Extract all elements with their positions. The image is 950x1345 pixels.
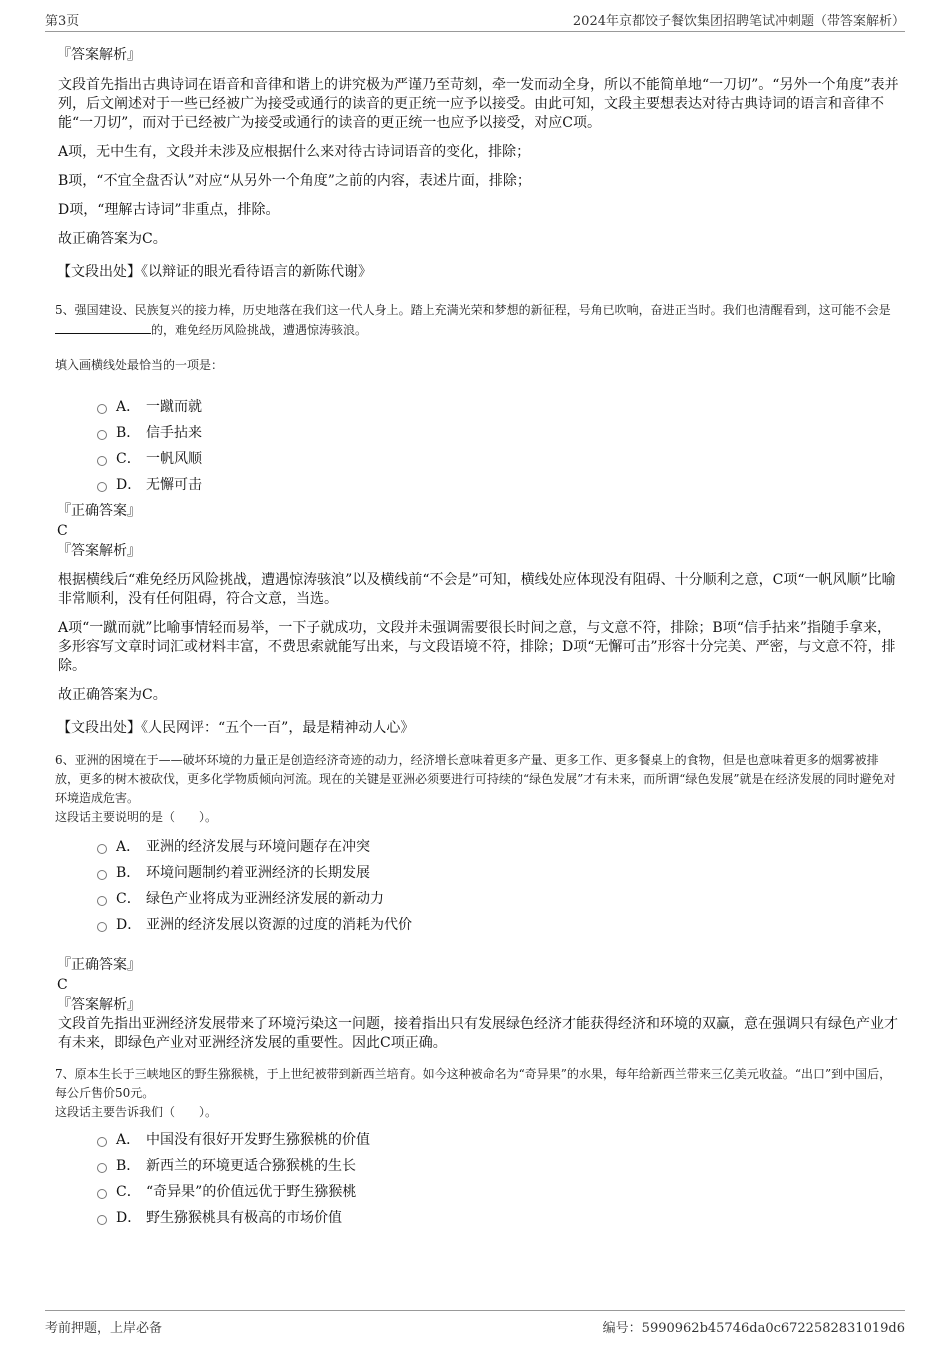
option-letter: A． — [116, 399, 141, 415]
option-letter: C． — [116, 891, 141, 907]
radio-icon[interactable] — [97, 1215, 107, 1225]
radio-icon[interactable] — [97, 870, 107, 880]
analysis-paragraph: 文段首先指出亚洲经济发展带来了环境污染这一问题，接着指出只有发展绿色经济才能获得经济和环境的双赢，意在强调只有绿色产业才有未来，即绿色产业对亚洲经济发展的重要性。因此C项正确。 — [58, 1016, 898, 1051]
option-b[interactable] — [97, 859, 900, 885]
answer-value: C — [57, 977, 68, 993]
option-letter: D． — [116, 477, 142, 493]
analysis-paragraph: 根据横线后“难免经历风险挑战，遭遇惊涛骇浪”以及横线前“不会是”可知，横线处应体现没有阻碍、十分顺利之意，C项“一帆风顺”比喻非常顺利，没有任何阻碍，符合文意，当选。 — [58, 572, 896, 607]
option-text: 中国没有很好开发野生猕猴桃的价值 — [146, 1132, 370, 1148]
option-d[interactable] — [97, 471, 900, 497]
document-title: 2024年京都饺子餐饮集团招聘笔试冲刺题（带答案解析） — [572, 14, 905, 29]
question-5 — [55, 301, 900, 739]
question-4-analysis — [55, 44, 900, 283]
option-letter: C． — [116, 451, 141, 467]
answer-label: 『正确答案』 — [57, 957, 141, 973]
radio-icon[interactable] — [97, 482, 107, 492]
footer-slogan: 考前押题，上岸必备 — [45, 1321, 163, 1336]
option-c[interactable] — [97, 445, 900, 471]
question-stem: 6、亚洲的困境在于——破坏环境的力量正是创造经济奇迹的动力，经济增长意味着更多产量、更多工作、更多餐桌上的食物，但是也意味着更多的烟雾被排放，更多的树木被砍伐，更多化学物质倾向河流。现在的关键是亚洲必须要进行可持续的“绿色发展”才有未来，而所谓“绿色发展”就是在经济发展的同时避免对环境造成危害。 — [55, 753, 896, 805]
option-text: 一帆风顺 — [146, 451, 202, 467]
option-letter: B． — [116, 1158, 141, 1174]
option-b[interactable] — [97, 1152, 900, 1178]
question-prompt: 这段话主要说明的是（ ）。 — [55, 810, 218, 824]
answer-label: 『正确答案』 — [57, 503, 141, 519]
radio-icon[interactable] — [97, 456, 107, 466]
radio-icon[interactable] — [97, 1137, 107, 1147]
radio-icon[interactable] — [97, 922, 107, 932]
radio-icon[interactable] — [97, 404, 107, 414]
radio-icon[interactable] — [97, 1163, 107, 1173]
analysis-label: 『答案解析』 — [57, 543, 141, 559]
option-text: “奇异果”的价值远优于野生猕猴桃 — [146, 1184, 357, 1200]
passage-source: 【文段出处】《人民网评：“五个一百”，最是精神动人心》 — [57, 720, 415, 736]
analysis-option-b: B项，“不宜全盘否认”对应“从另外一个角度”之前的内容，表述片面，排除； — [58, 173, 531, 189]
option-text: 无懈可击 — [146, 477, 202, 493]
radio-icon[interactable] — [97, 844, 107, 854]
analysis-label: 『答案解析』 — [57, 47, 141, 63]
option-text: 亚洲的经济发展与环境问题存在冲突 — [146, 839, 370, 855]
option-letter: B． — [116, 865, 141, 881]
code-value: 5990962b45746da0c6722582831019d6 — [641, 1321, 905, 1336]
analysis-label: 『答案解析』 — [57, 997, 141, 1013]
option-letter: A． — [116, 839, 141, 855]
option-text: 环境问题制约着亚洲经济的长期发展 — [146, 865, 370, 881]
code-label: 编号： — [602, 1321, 642, 1336]
question-stem — [55, 301, 900, 340]
document-code — [603, 1317, 905, 1336]
option-text: 绿色产业将成为亚洲经济发展的新动力 — [146, 891, 384, 907]
option-letter: A． — [116, 1132, 141, 1148]
option-text: 新西兰的环境更适合猕猴桃的生长 — [146, 1158, 356, 1174]
question-stem: 7、原本生长于三峡地区的野生猕猴桃，于上世纪被带到新西兰培育。如今这种被命名为“奇异果”的水果，每年给新西兰带来三亿美元收益。“出口”到中国后，每公斤售价50元。 — [55, 1067, 892, 1100]
radio-icon[interactable] — [97, 1189, 107, 1199]
option-c[interactable] — [97, 1178, 900, 1204]
option-letter: B． — [116, 425, 141, 441]
page-header — [45, 10, 905, 32]
answer-value: C — [57, 523, 68, 539]
option-d[interactable] — [97, 911, 900, 937]
options-list — [97, 393, 900, 497]
page-number: 第3页 — [45, 14, 80, 29]
option-text: 野生猕猴桃具有极高的市场价值 — [146, 1210, 342, 1226]
option-a[interactable] — [97, 1126, 900, 1152]
content — [55, 44, 900, 1234]
question-7 — [55, 1065, 900, 1230]
option-c[interactable] — [97, 885, 900, 911]
options-list — [97, 833, 900, 937]
option-b[interactable] — [97, 419, 900, 445]
option-letter: D． — [116, 1210, 142, 1226]
option-letter: D． — [116, 917, 142, 933]
option-a[interactable] — [97, 833, 900, 859]
passage-source: 【文段出处】《以辩证的眼光看待语言的新陈代谢》 — [57, 264, 372, 280]
analysis-paragraph-2: A项“一蹴而就”比喻事情轻而易举，一下子就成功，文段并未强调需要很长时间之意，与文意不符，排除；B项“信手拈来”指随手拿来，多形容写文章时词汇或材料丰富，不费思索就能写出来，与文段语境不符，排除；D项“无懈可击”形容十分完美、严密，与文意不符，排除。 — [58, 620, 896, 674]
question-6 — [55, 751, 900, 1053]
analysis-conclusion: 故正确答案为C。 — [58, 687, 167, 703]
radio-icon[interactable] — [97, 430, 107, 440]
stem-part-1: 5、强国建设、民族复兴的接力棒，历史地落在我们这一代人身上。踏上充满光荣和梦想的新征程，号角已吹响，奋进正当时。我们也清醒看到，这可能不会是 — [55, 303, 891, 317]
radio-icon[interactable] — [97, 896, 107, 906]
question-prompt: 填入画横线处最恰当的一项是： — [55, 358, 224, 372]
fill-blank-line — [55, 320, 151, 334]
analysis-paragraph: 文段首先指出古典诗词在语音和音律和谐上的讲究极为严谨乃至苛刻，牵一发而动全身，所以不能简单地“一刀切”。“另外一个角度”表并列，后文阐述对于一些已经被广为接受或通行的读音的更正统一应予以接受。由此可知，文段主要想表达对待古典诗词的语言和音律不能“一刀切”，而对于已经被广为接受或通行的读音的更正统一也应予以接受，对应C项。 — [58, 77, 899, 131]
analysis-conclusion: 故正确答案为C。 — [58, 231, 167, 247]
stem-part-2: 的，难免经历风险挑战，遭遇惊涛骇浪。 — [151, 323, 368, 337]
option-text: 信手拈来 — [146, 425, 202, 441]
options-list — [97, 1126, 900, 1230]
question-prompt: 这段话主要告诉我们（ ）。 — [55, 1105, 218, 1119]
option-text: 亚洲的经济发展以资源的过度的消耗为代价 — [146, 917, 412, 933]
analysis-option-a: A项，无中生有，文段并未涉及应根据什么来对待古诗词语音的变化，排除； — [58, 144, 531, 160]
option-a[interactable] — [97, 393, 900, 419]
option-text: 一蹴而就 — [146, 399, 202, 415]
analysis-option-d: D项，“理解古诗词”非重点，排除。 — [58, 202, 280, 218]
option-letter: C． — [116, 1184, 141, 1200]
page-footer — [45, 1310, 905, 1336]
option-d[interactable] — [97, 1204, 900, 1230]
